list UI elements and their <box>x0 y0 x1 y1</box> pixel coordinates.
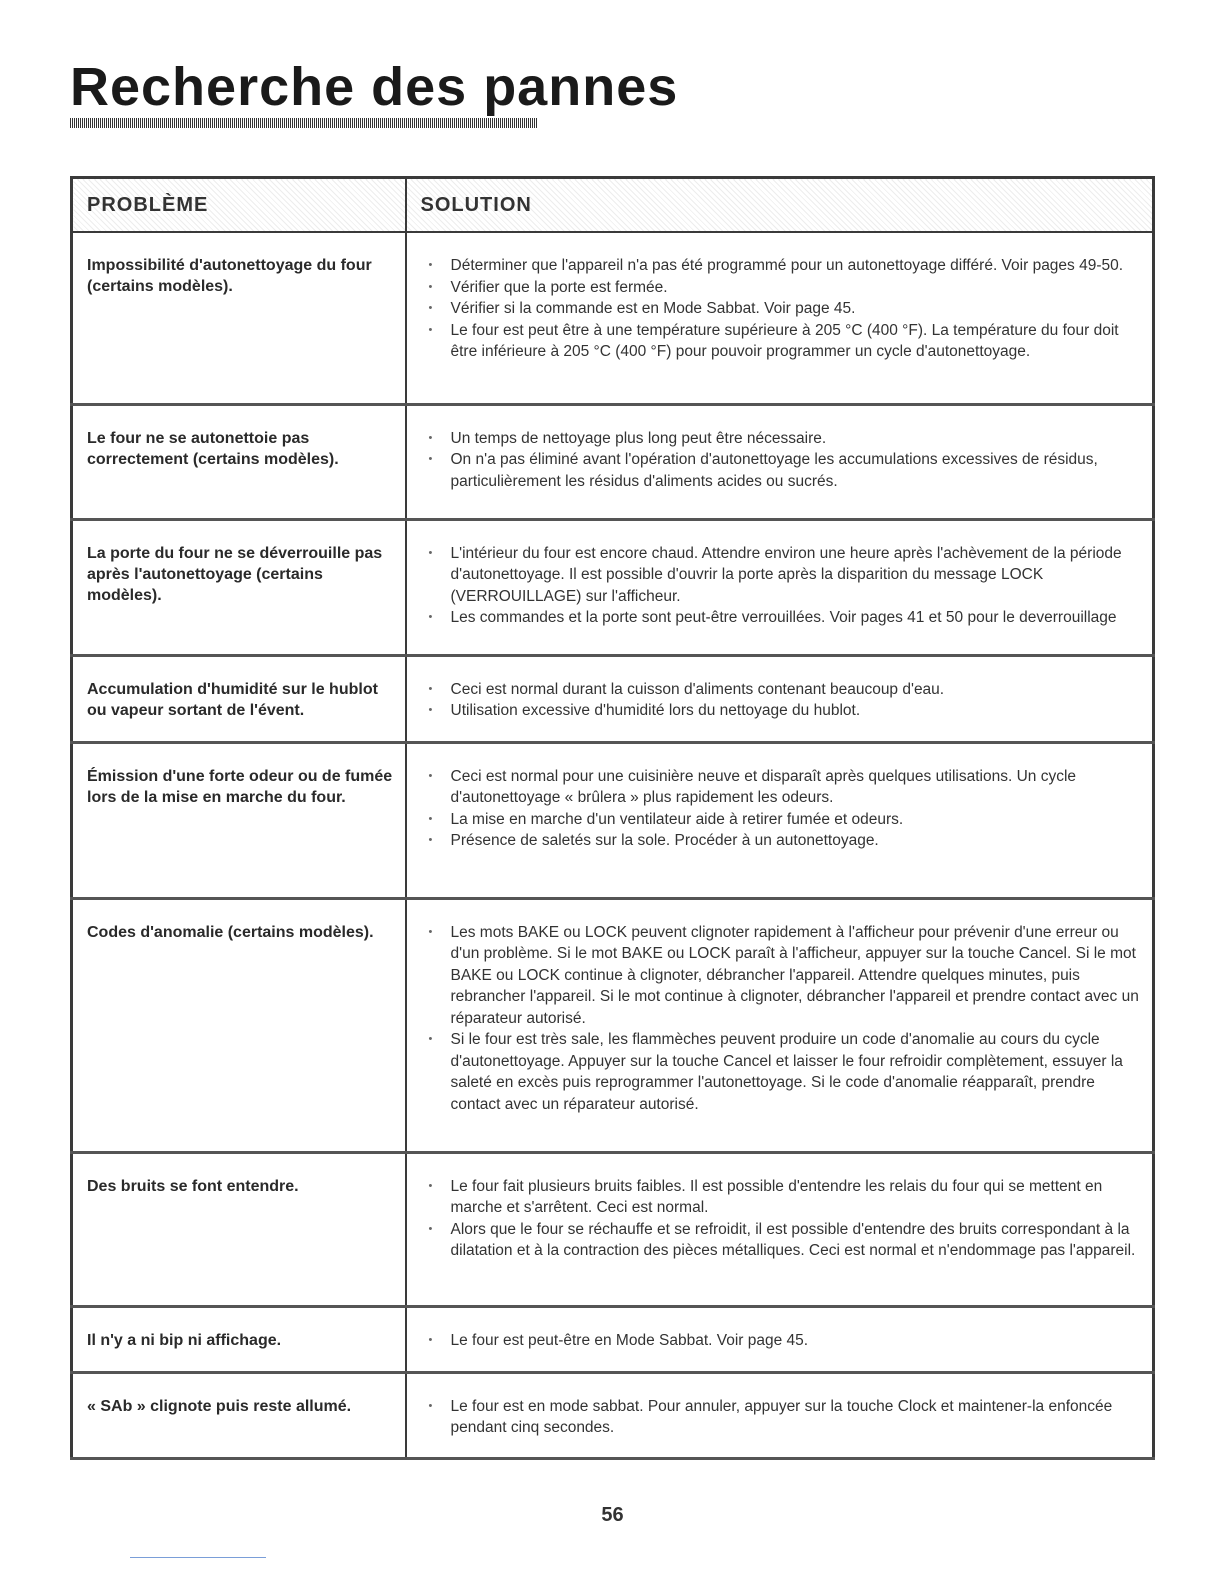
solution-item: • Présence de saletés sur la sole. Procéder à un autonettoyage. <box>429 830 1141 852</box>
solution-cell <box>406 742 1154 898</box>
solution-list <box>421 543 1141 629</box>
solution-list <box>421 922 1141 1116</box>
problem-text: Émission d'une forte odeur ou de fumée lors de la mise en marche du four. <box>87 767 393 806</box>
table-row <box>72 404 1154 519</box>
solution-list <box>421 1330 1141 1352</box>
solution-cell <box>406 404 1154 519</box>
problem-cell <box>72 898 406 1152</box>
troubleshooting-table <box>70 176 1155 1460</box>
solution-cell <box>406 232 1154 404</box>
solution-cell <box>406 898 1154 1152</box>
table-row <box>72 232 1154 404</box>
solution-item: • Ceci est normal pour une cuisinière neuve et disparaît après quelques utilisations. Un cycle d'autonettoyage « brûlera » plus rapidement les odeurs. <box>429 766 1141 809</box>
solution-item: • Utilisation excessive d'humidité lors du nettoyage du hublot. <box>429 700 1141 722</box>
solution-item: • Déterminer que l'appareil n'a pas été programmé pour un autonettoyage différé. Voir pages 49-50. <box>429 255 1141 277</box>
page-number: 56 <box>601 1504 624 1526</box>
solution-cell <box>406 1372 1154 1458</box>
solution-item: • Ceci est normal durant la cuisson d'aliments contenant beaucoup d'eau. <box>429 679 1141 701</box>
solution-column-header: SOLUTION <box>406 178 1154 233</box>
problem-text: Des bruits se font entendre. <box>87 1177 299 1195</box>
solution-cell <box>406 655 1154 742</box>
solution-item: • Le four fait plusieurs bruits faibles. Il est possible d'entendre les relais du four qui se mettent en marche et s'arrêtent. Ceci est normal. <box>429 1176 1141 1219</box>
solution-item: • Vérifier si la commande est en Mode Sabbat. Voir page 45. <box>429 298 1141 320</box>
problem-cell <box>72 404 406 519</box>
table-body <box>72 232 1154 1458</box>
problem-text: Codes d'anomalie (certains modèles). <box>87 923 374 941</box>
problem-text: Le four ne se autonettoie pas correctement (certains modèles). <box>87 429 339 468</box>
title-underline <box>70 118 538 128</box>
problem-text: « SAb » clignote puis reste allumé. <box>87 1397 352 1415</box>
problem-column-header: PROBLÈME <box>72 178 406 233</box>
footer-rule <box>130 1557 266 1558</box>
table-row <box>72 1306 1154 1372</box>
table-row <box>72 898 1154 1152</box>
table-header-row <box>72 178 1154 233</box>
table-row <box>72 1152 1154 1306</box>
problem-cell <box>72 232 406 404</box>
problem-text: Impossibilité d'autonettoyage du four (certains modèles). <box>87 257 372 295</box>
solution-cell <box>406 1152 1154 1306</box>
problem-cell <box>72 519 406 655</box>
table-row <box>72 655 1154 742</box>
solution-item: • L'intérieur du four est encore chaud. Attendre environ une heure après l'achèvement de la période d'autonettoyage. Il est possible d'ouvrir la porte après la disparition du message LOCK (VERROUILLAGE) sur l'afficheur. <box>429 543 1141 608</box>
problem-cell <box>72 1152 406 1306</box>
solution-list <box>421 766 1141 852</box>
solution-item: • Si le four est très sale, les flammèches peuvent produire un code d'anomalie au cours du cycle d'autonettoyage. Appuyer sur la touche Cancel et laisser le four refroidir complètement, essuyer la saleté en excès puis reprogrammer l'autonettoyage. Si le code d'anomalie réapparaît, prendre contact avec un réparateur autorisé. <box>429 1029 1141 1115</box>
solution-item: • Vérifier que la porte est fermée. <box>429 277 1141 299</box>
solution-item: • Les mots BAKE ou LOCK peuvent clignoter rapidement à l'afficheur pour prévenir d'une erreur ou d'un problème. Si le mot BAKE ou LOCK paraît à l'afficheur, appuyer sur la touche Cancel. Si le mot BAKE ou LOCK continue à clignoter, débrancher l'appareil. Attendre quelques minutes, puis rebrancher l'appareil. Si le mot continue à clignoter, débrancher l'appareil et prendre contact avec un réparateur autorisé. <box>429 922 1141 1030</box>
solution-item: • On n'a pas éliminé avant l'opération d'autonettoyage les accumulations excessives de résidus, particulièrement les résidus d'aliments acides ou sucrés. <box>429 449 1141 492</box>
solution-item: • Le four est en mode sabbat. Pour annuler, appuyer sur la touche Clock et maintener-la enfoncée pendant cinq secondes. <box>429 1396 1141 1439</box>
solution-cell <box>406 1306 1154 1372</box>
solution-item: • Alors que le four se réchauffe et se refroidit, il est possible d'entendre des bruits correspondant à la dilatation et à la contraction des pièces métalliques. Ceci est normal et n'endommage pas l'appareil. <box>429 1219 1141 1262</box>
solution-item: • Les commandes et la porte sont peut-être verrouillées. Voir pages 41 et 50 pour le deverrouillage <box>429 607 1141 629</box>
solution-list <box>421 1396 1141 1439</box>
solution-list <box>421 428 1141 493</box>
page-title: Recherche des pannes <box>70 57 679 117</box>
problem-cell <box>72 1306 406 1372</box>
solution-item: • Un temps de nettoyage plus long peut être nécessaire. <box>429 428 1141 450</box>
problem-cell <box>72 655 406 742</box>
table-row <box>72 742 1154 898</box>
solution-item: • Le four est peut être à une température supérieure à 205 °C (400 °F). La température du four doit être inférieure à 205 °C (400 °F) pour pouvoir programmer un cycle d'autonettoyage. <box>429 320 1141 363</box>
solution-item: • La mise en marche d'un ventilateur aide à retirer fumée et odeurs. <box>429 809 1141 831</box>
problem-text: La porte du four ne se déverrouille pas après l'autonettoyage (certains modèles). <box>87 544 383 604</box>
solution-cell <box>406 519 1154 655</box>
table-row <box>72 1372 1154 1458</box>
solution-list <box>421 679 1141 722</box>
problem-text: Il n'y a ni bip ni affichage. <box>87 1331 282 1349</box>
problem-text: Accumulation d'humidité sur le hublot ou vapeur sortant de l'évent. <box>87 680 378 719</box>
solution-list <box>421 255 1141 363</box>
solution-item: • Le four est peut-être en Mode Sabbat. Voir page 45. <box>429 1330 1141 1352</box>
problem-cell <box>72 742 406 898</box>
problem-cell <box>72 1372 406 1458</box>
solution-list <box>421 1176 1141 1262</box>
table-row <box>72 519 1154 655</box>
